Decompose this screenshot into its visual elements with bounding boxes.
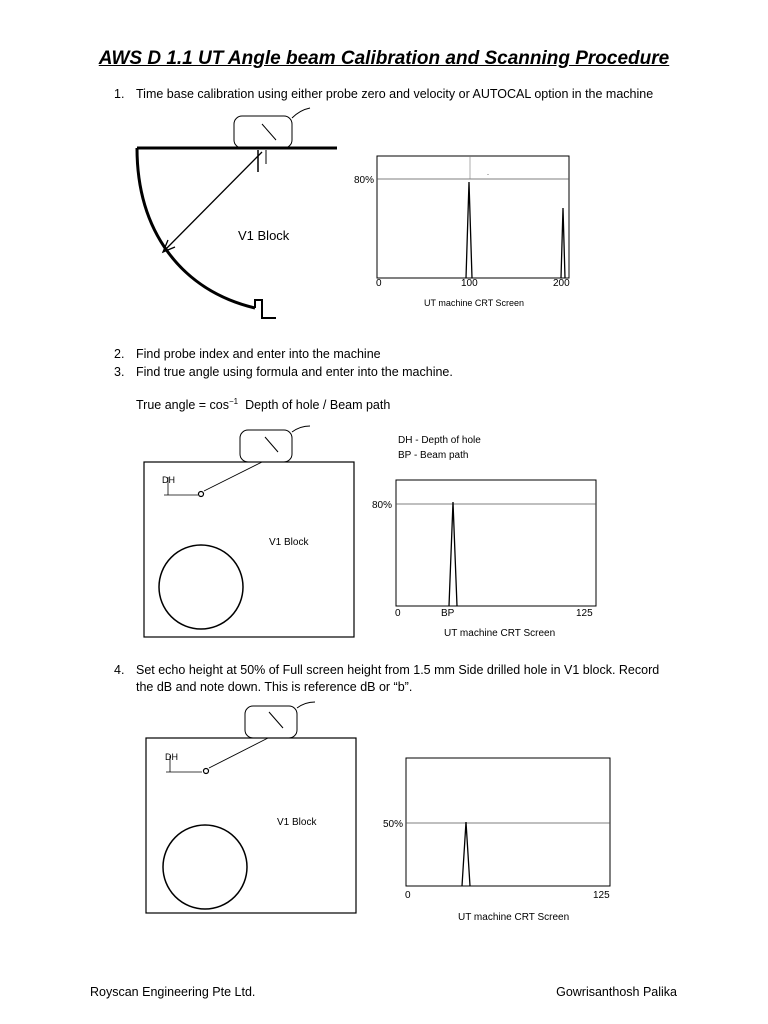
formula-superscript: −1 xyxy=(229,397,239,406)
step-3-number: 3. xyxy=(114,365,125,379)
fig2-legend-bp: BP - Beam path xyxy=(398,450,469,461)
drawing-stroke: - xyxy=(487,172,489,178)
footer-company: Royscan Engineering Pte Ltd. xyxy=(90,985,256,999)
step-1-text: Time base calibration using either probe zero and velocity or AUTOCAL option in the machine xyxy=(136,87,654,101)
step-2-text: Find probe index and enter into the machine xyxy=(136,347,381,361)
document-title: AWS D 1.1 UT Angle beam Calibration and Scanning Procedure xyxy=(98,48,670,69)
fig3-tick-0: 0 xyxy=(405,890,411,901)
fig2-dh-label: DH xyxy=(162,475,175,485)
formula-prefix: True angle = cos xyxy=(136,398,229,413)
footer-author: Gowrisanthosh Palika xyxy=(556,985,677,999)
step-1-number: 1. xyxy=(114,87,125,101)
step-3-text: Find true angle using formula and enter into the machine. xyxy=(136,365,453,379)
echo-peak-50 xyxy=(462,822,470,886)
step-2-number: 2. xyxy=(114,347,125,361)
fig3-caption: UT machine CRT Screen xyxy=(458,912,570,923)
fig3-level-label: 50% xyxy=(383,819,404,830)
fig2-block-label: V1 Block xyxy=(269,537,309,548)
step-4-text-line2: the dB and note down. This is reference dB or “b”. xyxy=(136,680,413,694)
fig2-legend-dh: DH - Depth of hole xyxy=(398,435,481,446)
step-4-number: 4. xyxy=(114,663,125,677)
fig2-tick-0: 0 xyxy=(395,608,401,619)
drawing-stroke xyxy=(406,758,610,886)
step-4-text-line1: Set echo height at 50% of Full screen height from 1.5 mm Side drilled hole in V1 block. Record xyxy=(136,663,660,677)
formula-suffix: Depth of hole / Beam path xyxy=(245,398,391,413)
fig2-caption: UT machine CRT Screen xyxy=(444,628,556,639)
fig3-block-label: V1 Block xyxy=(277,817,317,828)
fig1-block-label: V1 Block xyxy=(238,228,290,243)
fig1-caption: UT machine CRT Screen xyxy=(424,298,525,308)
fig1-tick-100: 100 xyxy=(461,278,478,289)
fig1-tick-0: 0 xyxy=(376,278,382,289)
fig1-tick-200: 200 xyxy=(553,278,570,289)
fig3-tick-125: 125 xyxy=(593,890,610,901)
fig2-tick-125: 125 xyxy=(576,608,593,619)
fig2-level-label: 80% xyxy=(372,500,393,511)
fig3-dh-label: DH xyxy=(165,752,178,762)
fig1-level-label: 80% xyxy=(354,175,375,186)
fig2-tick-bp: BP xyxy=(441,608,455,619)
